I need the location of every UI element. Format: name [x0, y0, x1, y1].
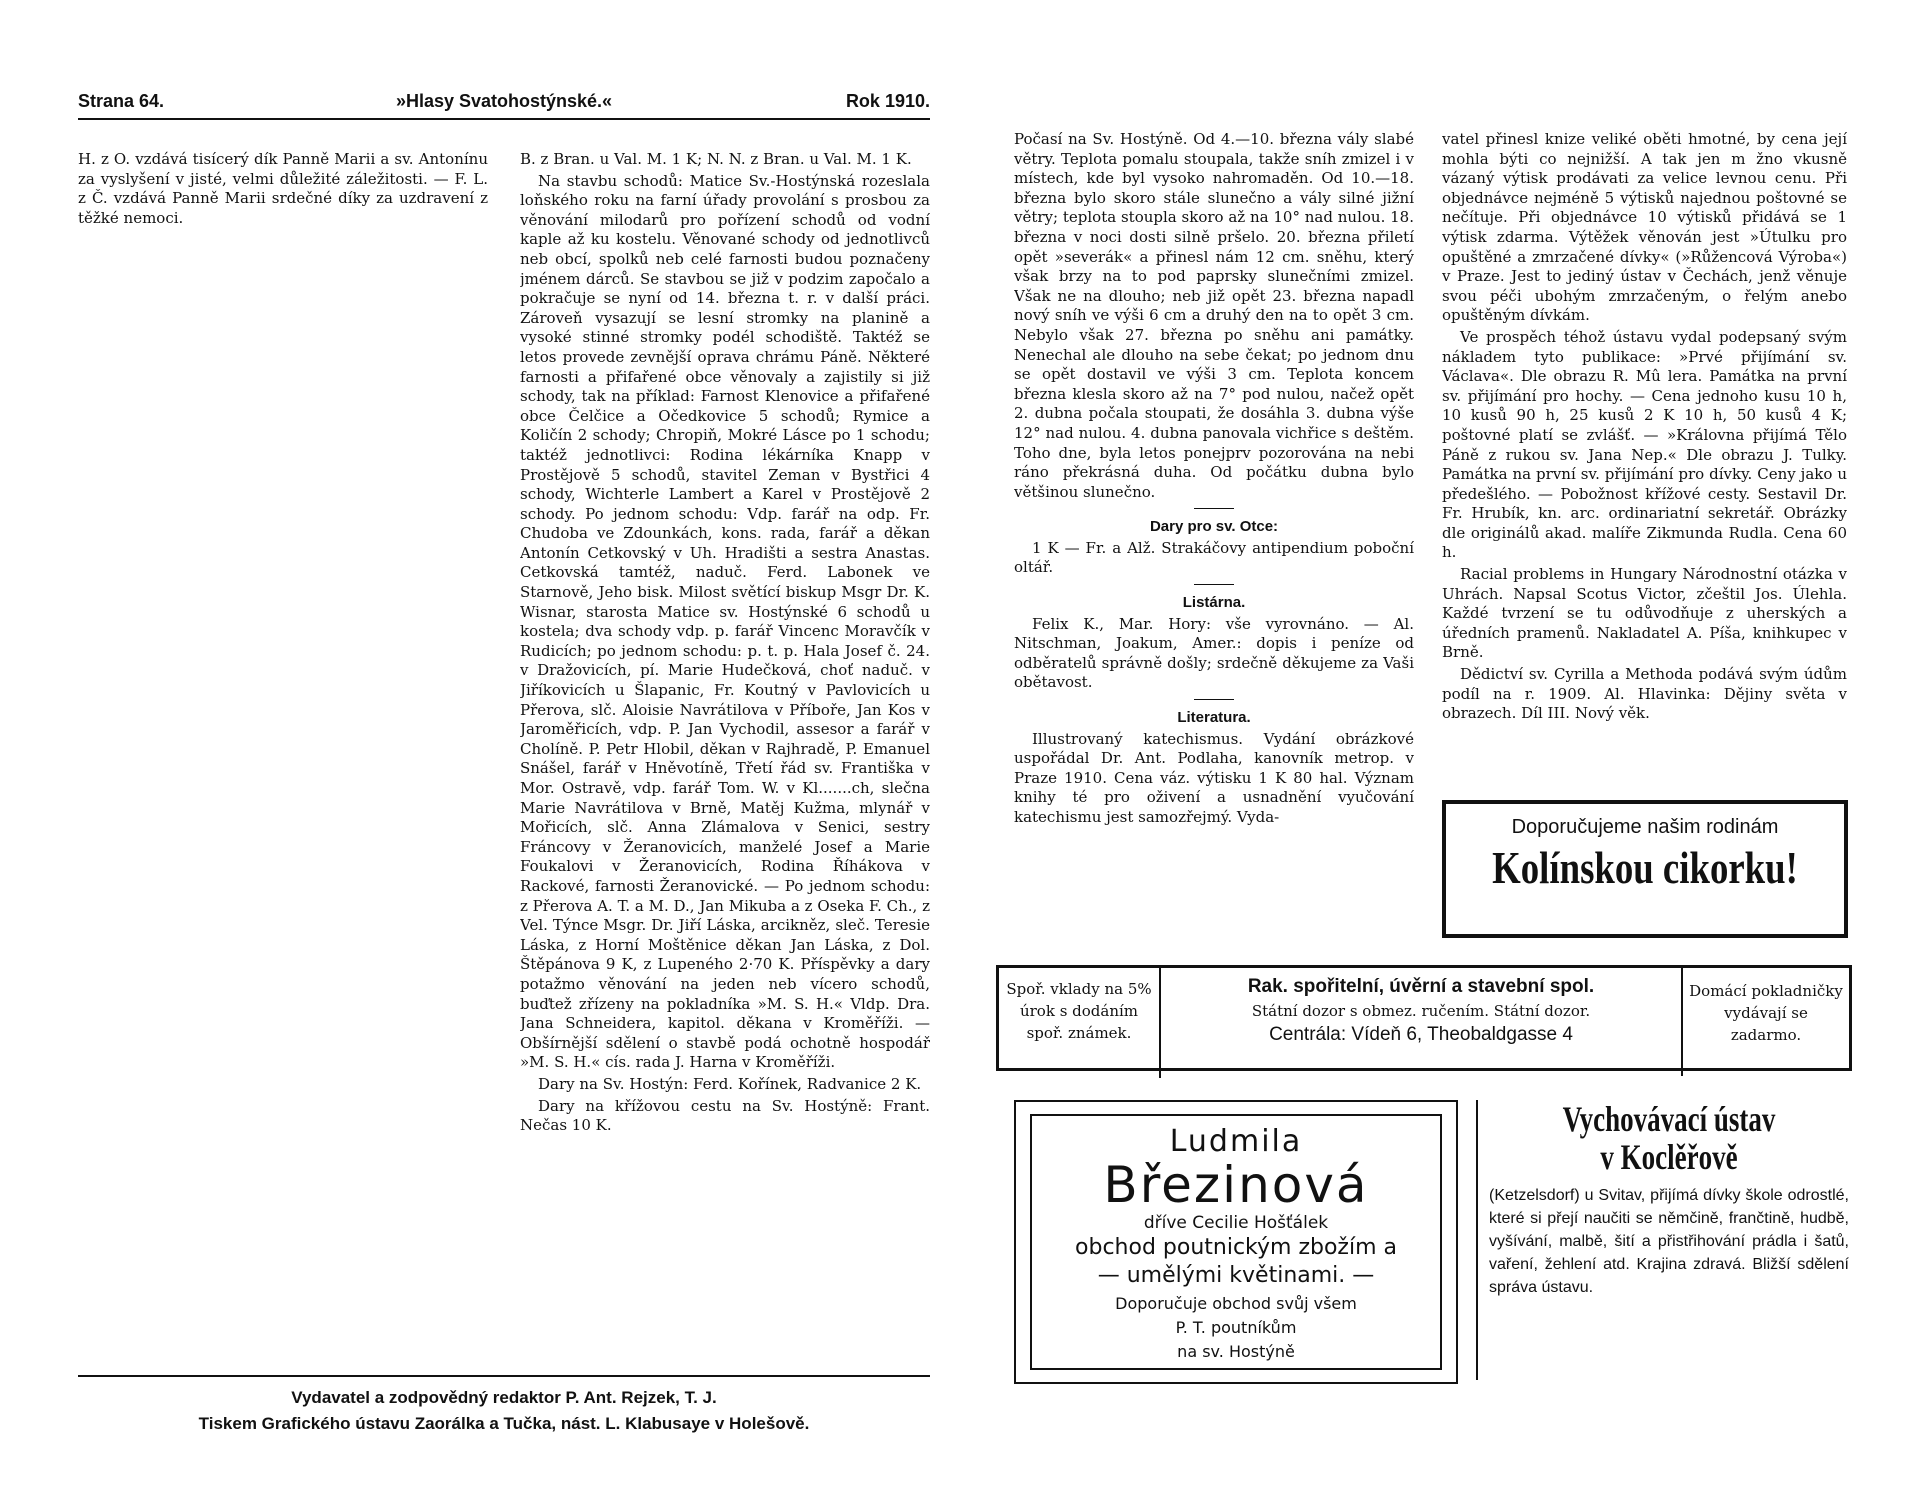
year-label: Rok 1910.	[845, 91, 930, 111]
ad-koclerov-title1: Vychovávací ústav	[1562, 1099, 1776, 1139]
section-title-gifts: Dary pro sv. Otce:	[1149, 518, 1279, 536]
paragraph-literature: Illustrovaný katechismus. Vydání obrázkové uspořádal Dr. Ant. Podlaha, kanovník metrop. v Praze 1910. Cena váz. výtisku 1 K 80 hal. Význam knihy té pro oživení a usnadnění vyučování katechismu jest samozřejmý. Vyda-	[1014, 729, 1414, 826]
left-column-2	[520, 150, 930, 1370]
ad-brezinova-frame	[1030, 1114, 1442, 1370]
ad-brezinova-formerly: dříve Cecilie Hošťálek	[1143, 1213, 1329, 1233]
ad-cikorka-line1: Doporučujeme našim rodinám	[1511, 816, 1779, 838]
ad-bank-left-2: úrok s dodáním	[1019, 1002, 1139, 1020]
right-column-1	[1014, 130, 1414, 930]
separator	[1194, 699, 1234, 700]
ad-bank-left-3: spoř. známek.	[1026, 1024, 1132, 1042]
paragraph-gifts-hostyn: Dary na Sv. Hostýn: Ferd. Kořínek, Radvanice 2 K.	[538, 1074, 922, 1093]
paragraph-gifts-cross: Dary na křížovou cestu na Sv. Hostýně: Frant. Nečas 10 K.	[520, 1096, 930, 1135]
paragraph-dedictvi: Dědictví sv. Cyrilla a Methoda podává svým údům podíl na r. 1909. Al. Hlavinka: Dějiny světa v obrazech. Díl III. Nový věk.	[1442, 665, 1847, 723]
paragraph-gifts: 1 K — Fr. a Alž. Strakáčovy antipendium poboční oltář.	[1014, 538, 1414, 577]
ad-bank-left	[999, 968, 1161, 1078]
paragraph-racial-problems: Racial problems in Hungary Národnostní otázka v Uhrách. Napsal Scotus Victor, zčeštil Jos. Úlehla. Každé tvrzení se tu odůvodňuje z uherských a úředních pramenů. Nakladatel A. Píša, knihkupec v Brně.	[1442, 565, 1847, 662]
ad-savings-bank	[996, 965, 1852, 1071]
ad-brezinova-line4: P. T. poutníkům	[1175, 1318, 1297, 1337]
ad-cikorka-line2: Kolínskou cikorku!	[1492, 842, 1798, 893]
paragraph-publications: Ve prospěch téhož ústavu vydal podepsaný svým nákladem tyto publikace: »Prvé přijímání sv. Václava«. Dle obrazu R. Mû lera. Památka na první sv. přijímání pro hochy. — Cena jednoho kusu 10 h, 10 kusů 90 h, 25 kusů 2 K 10 h, 50 kusů 4 K; poštovné platí se zvlášť. — »Královna přijímá Tělo Páně z rukou sv. Jana Nep.« Dle obrazu J. Tulky. Památka na první sv. přijímání pro dívky. Ceny jako u předešlého. — Pobožnost křížové cesty. Sestavil Dr. Fr. Hrubík, kn. arc. ordinariatní sekretář. Obrázky dle originálů akad. malíře Zikmunda Rudla. Cena 60 h.	[1442, 327, 1847, 562]
periodical-title: »Hlasy Svatohostýnské.«	[395, 91, 613, 111]
ad-brezinova-name: Březinová	[1103, 1156, 1369, 1214]
ad-brezinova	[1014, 1100, 1458, 1384]
paragraph-letters: Felix K., Mar. Hory: vše vyrovnáno. — Al. Nitschman, Joakum, Amer.: dopis i peníze od odběratelů správně došly; srdečně děkujeme za Vaši obětavost.	[1014, 614, 1414, 692]
section-title-letters: Listárna.	[1182, 594, 1246, 612]
ad-koclerov	[1489, 1100, 1849, 1390]
ad-bank-address: Centrála: Vídeň 6, Theobaldgasse 4	[1269, 1024, 1573, 1045]
section-title-literature: Literatura.	[1177, 709, 1251, 727]
right-column-2	[1442, 130, 1847, 790]
ad-brezinova-first: Ludmila	[1169, 1124, 1303, 1159]
ad-brezinova-line1: obchod poutnickým zbožím a	[1075, 1235, 1397, 1260]
imprint-publisher: Vydavatel a zodpovědný redaktor P. Ant. Rejzek, T. J.	[291, 1388, 717, 1407]
ad-bank-right-2: zadarmo.	[1730, 1026, 1802, 1044]
ad-bank-subtitle: Státní dozor s obmez. ručením. Státní dozor.	[1251, 1002, 1591, 1020]
separator	[1194, 584, 1234, 585]
page-number: Strana 64.	[78, 91, 165, 111]
paragraph-stairs: Na stavbu schodů: Matice Sv.-Hostýnská rozeslala loňského roku na farní úřady provolání s prosbou za věnování milodarů pro pořízení schodů od vodní kaple až ku kostelu. Věnované schody od jednotlivců neb obcí, spolků neb celé farnosti budou poznačeny jménem dárců. Se stavbou se již v podzim započalo a pokračuje se nyní od 14. března t. r. v další práci. Zároveň vysazují se lesní stromky na planině a vysoké stinné stromky podél schodiště. Taktéž se letos provede zevnější oprava chrámu Páně. Některé farnosti a přifařené obce věnovaly a zajistily si již schody, tak na příklad: Farnost Klenovice a přifařené obce Čelčice a Očedkovice 5 schodů; Rymice a Količín 2 schody; Chropiň, Mokré Lásce po 1 schodu; taktéž jednotlivci: Rodina lékárníka Knapp v Prostějově 5 schodů, stavitel Zeman v Bystřici 4 schody, Wichterle Lambert a Karel v Prostějově 2 schody. Po jednom schodu: Vdp. farář na odp. Fr. Chudoba ve Zdounkách, kons. rada, farář a děkan Antonín Cetkovský v Uh. Hradišti a sestra Anastas. Cetkovská tamtéž, naduč. Ferd. Labonek ve Starnově, Jeho bisk. Milost světící biskup Msgr Dr. K. Wisnar, starosta Matice sv. Hostýnské 6 schodů u kostela; dva schody vdp. p. farář Vincenc Moravčík v Rudicích; po jednom schodu: p. t. p. Hala Josef č. 24. v Dražovicích, pí. Marie Hudečková, choť naduč. v Jiříkovicích u Šlapanic, Fr. Koutný v Pavlovicích u Přerova, slč. Aloisie Navrátilova v Příboře, Jan Kos v Jaroměřicích, vdp. P. Jan Vychodil, assesor a farář v Cholíně. P. Petr Hlobil, děkan v Rajhradě, P. Emanuel Snášel, farář v Hněvotíně, Třetí řád sv. Františka v Mor. Ostravě, vdp. farář Tom. W. v Kl.......ch, slečna Marie Navrátilova v Brně, Matěj Kužma, mlynář v Mořicích, slč. Anna Zlámalova v Senici, sestry Fráncovy v Žeranovicích, manželé Josef a Marie Foukalovi v Žeranovicích, Rodina Říhákova v Rackové, farnosti Žeranovické. — Po jednom schodu: z Přerova A. T. a M. D., Jan Mikuba a z Oseka F. Ch., z Vel. Týnce Msgr. Dr. Jiří Láska, arcikněz, sleč. Teresie Láska, z Horní Moštěnice děkan Jan Láska, z Dol. Štěpánova 9 K, z Lupeného 2·70 K. Příspěvky a dary potažmo věnování na jeden neb vícero schodů, buďtež zřízeny na pokladníka »M. S. H.« Vldp. Dra. Jana Schneidera, kapitol. děkana v Kroměříži. — Obšírnější sdělení o stavbě podá ochotně hospodář »M. S. H.« cís. rada J. Harna v Kroměříži.	[520, 171, 930, 1072]
right-page	[954, 0, 1908, 1501]
ad-bank-left-1: Spoř. vklady na 5%	[1006, 980, 1152, 998]
ad-koclerov-title2: v Koclěřově	[1600, 1137, 1738, 1177]
running-head	[78, 88, 930, 120]
ad-bank-right-1: Domácí pokladničky vydávají se	[1689, 982, 1843, 1022]
left-column-1	[78, 150, 488, 1370]
ad-cikorka	[1442, 800, 1848, 938]
imprint-printer: Tiskem Grafického ústavu Zaorálka a Tučka, nást. L. Klabusaye v Holešově.	[198, 1414, 810, 1433]
ad-bank-title: Rak. spořitelní, úvěrní a stavební spol.	[1247, 976, 1595, 997]
ad-koclerov-text: (Ketzelsdorf) u Svitav, přijímá dívky škole odrostlé, které si přejí naučiti se němčině, frančtině, hudbě, vyšívání, malbě, šití a přistřihování prádla i šatů, vaření, žehlení atd. Krajina zdravá. Bližší sdělení správa ústavu.	[1489, 1187, 1849, 1296]
separator	[1194, 508, 1234, 509]
ad-brezinova-line3: Doporučuje obchod svůj všem	[1115, 1294, 1357, 1313]
ad-brezinova-line5: na sv. Hostýně	[1177, 1342, 1295, 1361]
column-rule	[1476, 1100, 1478, 1380]
paragraph-continued: B. z Bran. u Val. M. 1 K; N. N. z Bran. u Val. M. 1 K.	[520, 150, 912, 168]
ad-bank-center	[1161, 968, 1683, 1076]
paragraph-thanks: H. z O. vzdává tisícerý dík Panně Marii a sv. Antonínu za vyslyšení v jisté, velmi důležité záležitosti. — F. L. z Č. vzdává Panně Marii srdečné díky za uzdravení z těžké nemoci.	[78, 150, 488, 227]
imprint	[78, 1375, 930, 1437]
paragraph-lit-continued: vatel přinesl knize veliké oběti hmotné, by cena její mohla býti co nejnižší. A tak jen m žno vkusně vázaný výtisk prodávati za velice levnou cenu. Při objednávce nejméně 5 výtisků najednou poštovné se nečítuje. Při objednávce 10 výtisků přidává se 1 výtisk zdarma. Výtěžek věnován jest »Útulku pro opuštěné a zmrzačené dívky« (»Růžencová Výroba«) v Praze. Jest to jediný ústav v Čechách, jenž věnuje svou péči ubohým zmrzačeným, o řelým anebo opuštěným dívkám.	[1442, 130, 1847, 325]
ad-brezinova-line2: — umělými květinami. —	[1097, 1263, 1375, 1288]
paragraph-weather: Počasí na Sv. Hostýně. Od 4.—10. března vály slabé větry. Teplota pomalu stoupala, takže sníh zmizel i v místech, kde byl vysoko nahromaděn. Od 10.—18. března bylo skoro stále slunečno a vály silné jižní větry; teplota stoupla skoro až na 10° nad nulou. 18. března v noci dosti silně pršelo. 20. března přiletí opět »severák« a přinesl nám 12 cm. sněhu, který však brzy na to pod paprsky slunečními zmizel. Však ne na dlouho; neb již opět 23. března napadl nový sníh ve výši 6 cm a druhý den na to opět 3 cm. Nebylo však 27. března po sněhu ani památky. Nenechal ale dlouho na sebe čekat; po jednom dnu se opět dostavil ve výši 3 cm. Teplota koncem března klesla skoro až na 7° pod nulou, načež opět 2. dubna počala stoupati, že dosáhla 3. dubna výše 12° nad nulou. 4. dubna panovala vichřice s deštěm. Toho dne, byla letos ponejprv pozorována na nebi ráno překrásná duha. Od počátku dubna bylo většinou slunečno.	[1014, 130, 1414, 501]
ad-bank-right	[1683, 968, 1849, 1080]
